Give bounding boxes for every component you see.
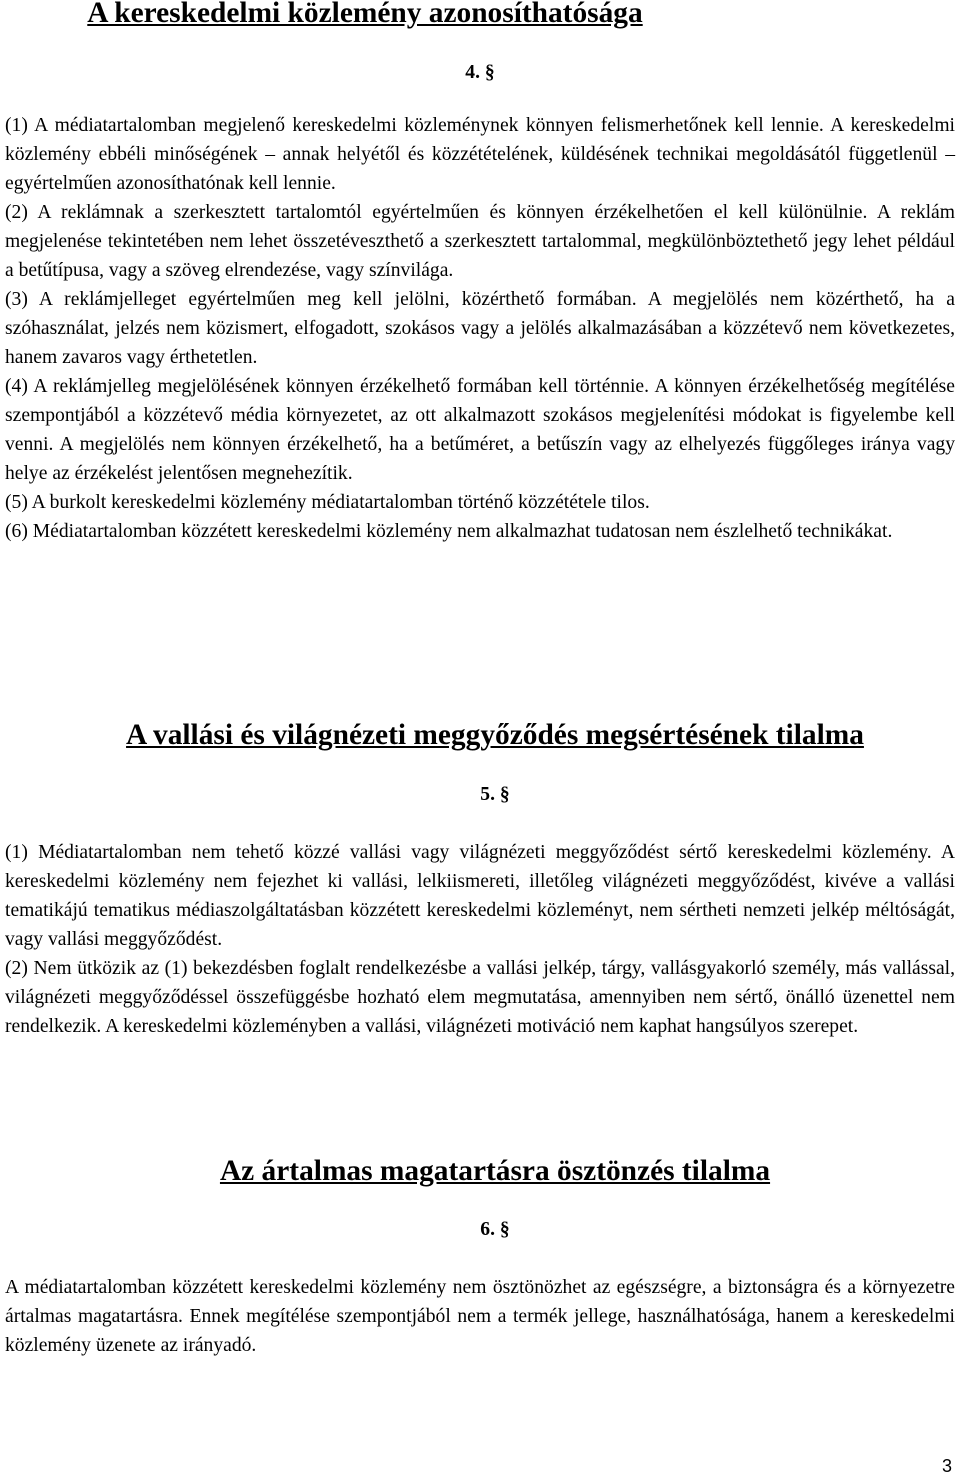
page-number: 3 bbox=[941, 1456, 952, 1476]
section-number: 4. § bbox=[465, 62, 495, 83]
paragraph: (5) A burkolt kereskedelmi közlemény médiatartalomban történő közzététele tilos. bbox=[5, 492, 650, 513]
section-body bbox=[5, 111, 955, 546]
section-heading: Az ártalmas magatartásra ösztönzés tilalma bbox=[219, 1155, 771, 1187]
section-number: 6. § bbox=[480, 1219, 510, 1240]
paragraph: (6) Médiatartalomban közzétett kereskedelmi közlemény nem alkalmazhat tudatosan nem észlelhető technikákat. bbox=[5, 521, 893, 542]
section-number: 5. § bbox=[480, 784, 510, 805]
paragraph: (2) Nem ütközik az (1) bekezdésben foglalt rendelkezésbe a vallási jelkép, tárgy, vallásgyakorló személy, más vallással, világnézeti meggyőződéssel összefüggésbe hozható elem megmutatása, amennyiben nem sértő, önálló üzenettel nem rendelkezik. A kereskedelmi közleményben a vallási, világnézeti motiváció nem kaphat hangsúlyos szerepet. bbox=[5, 958, 955, 1037]
paragraph: (2) A reklámnak a szerkesztett tartalomtól egyértelműen és könnyen érzékelhetően el kell különülnie. A reklám megjelenése tekintetében nem lehet összetéveszthető a szerkesztett tartalommal, megkülönböztethető jegy lehet például a betűtípusa, vagy a szöveg elrendezése, vagy színvilága. bbox=[5, 202, 955, 281]
paragraph: (1) A médiatartalomban megjelenő kereskedelmi közleménynek könnyen felismerhetőnek kell lennie. A kereskedelmi közlemény ebbéli minőségének – annak helyétől és közzétételének, küldésének technikai megoldásától függetlenül – egyértelműen azonosíthatónak kell lennie. bbox=[5, 115, 955, 194]
paragraph: A médiatartalomban közzétett kereskedelmi közlemény nem ösztönözhet az egészségre, a biztonságra és a környezetre ártalmas magatartásra. Ennek megítélése szempontjából nem a termék jellege, használhatósága, hanem a kereskedelmi közlemény üzenete az irányadó. bbox=[5, 1277, 955, 1356]
paragraph: (1) Médiatartalomban nem tehető közzé vallási vagy világnézeti meggyőződést sértő kereskedelmi közlemény. A kereskedelmi közlemény nem fejezhet ki vallási, lelkiismereti, illetőleg világnézeti meggyőződést, kivéve a vallási tematikájú tematikus médiaszolgáltatásban közzétett kereskedelmi közleményt, nem sértheti nemzeti jelkép méltóságát, vagy vallási meggyőződést. bbox=[5, 842, 955, 950]
section-heading: A kereskedelmi közlemény azonosíthatósága bbox=[87, 0, 643, 29]
paragraph: (3) A reklámjelleget egyértelműen meg kell jelölni, közérthető formában. A megjelölés nem közérthető, ha a szóhasználat, jelzés nem közismert, elfogadott, szokásos vagy a jelölés alkalmazásában a közzétevő nem következetes, hanem zavaros vagy érthetetlen. bbox=[5, 289, 955, 368]
paragraph: (4) A reklámjelleg megjelölésének könnyen érzékelhető formában kell történnie. A könnyen érzékelhetőség megítélése szempontjából a közzétevő média környezetet, az ott alkalmazott szokásos megjelenítési módokat is figyelembe kell venni. A megjelölés nem könnyen érzékelhető, ha a betűméret, a betűszín vagy az elhelyezés függőleges iránya vagy helye az érzékelést jelentősen megnehezítik. bbox=[5, 376, 955, 484]
section-body bbox=[5, 838, 955, 1041]
section-body bbox=[5, 1273, 955, 1360]
section-heading: A vallási és világnézeti meggyőződés megsértésének tilalma bbox=[126, 719, 864, 751]
